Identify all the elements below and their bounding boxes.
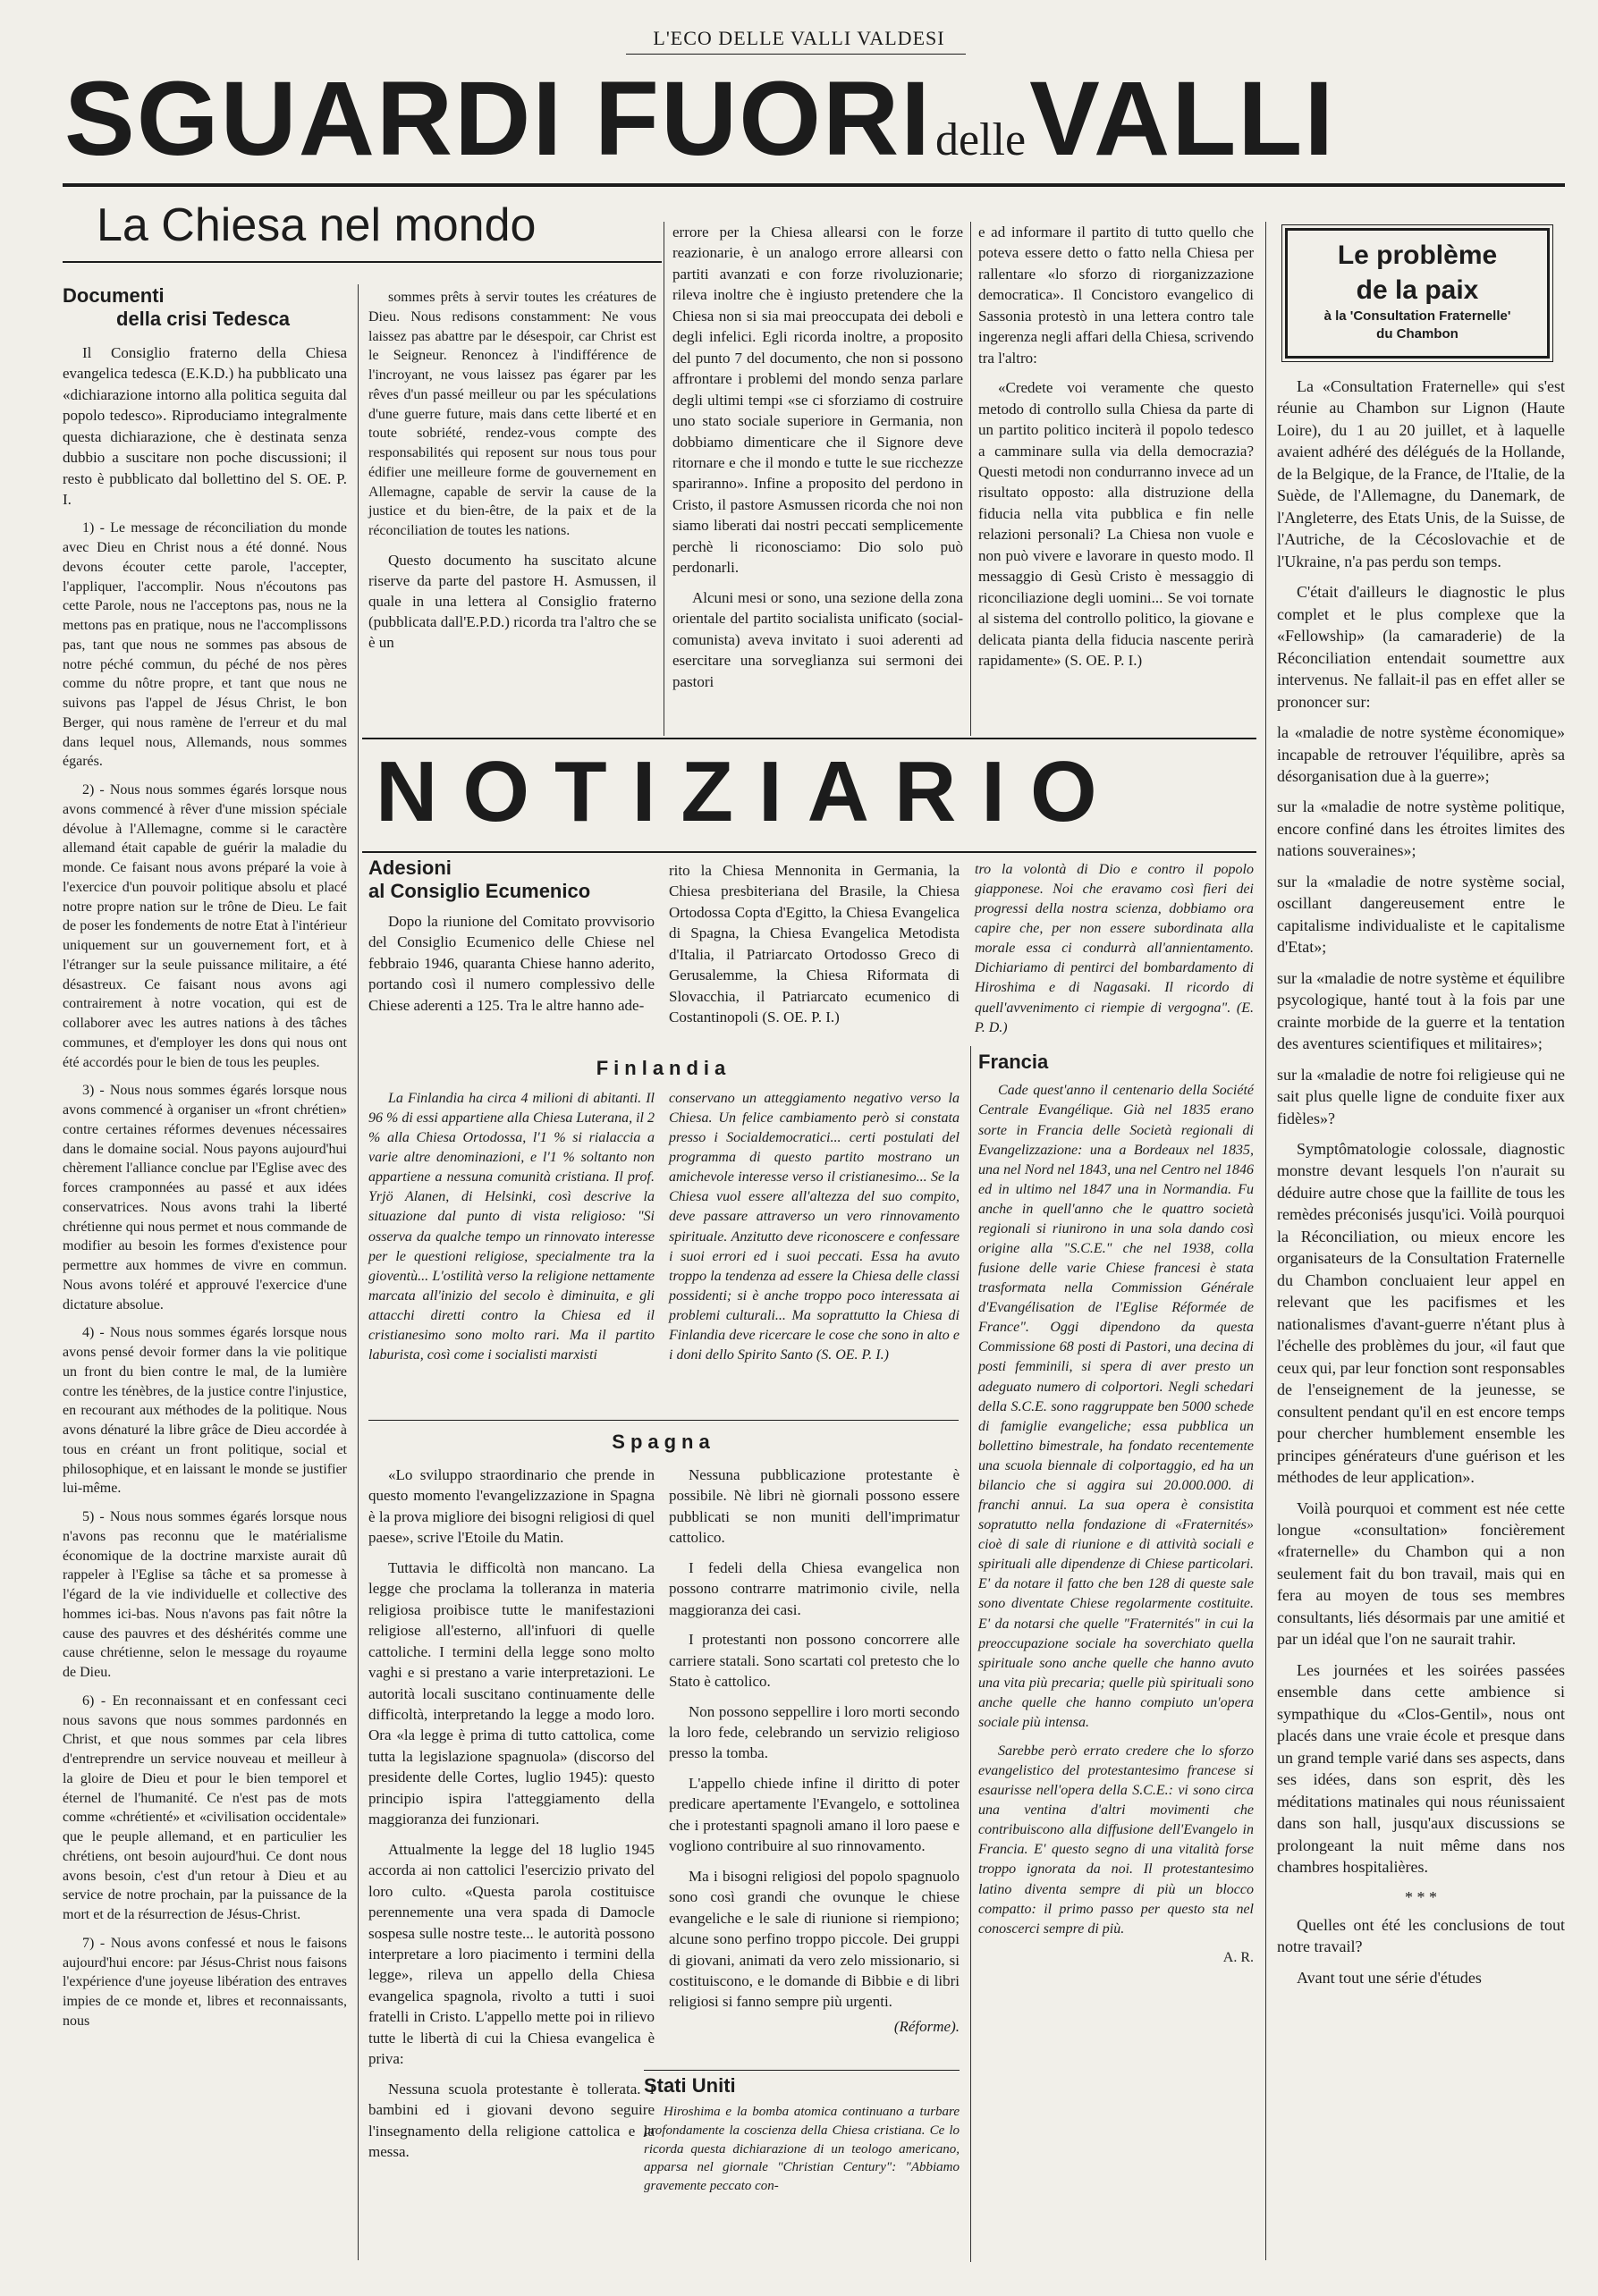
notiziario-top-rule xyxy=(362,738,1256,739)
headline-stati-uniti: Stati Uniti xyxy=(644,2074,736,2097)
paix-title-2: de la paix xyxy=(1356,275,1479,305)
headline-documenti: Documenti xyxy=(63,284,165,307)
spagna-paragraph-7: I protestanti non possono concorrere alle carriere statali. Sono scartati col pretesto che lo Stato è cattolico. xyxy=(669,1631,960,1691)
paix-paragraph-3: Symptômatologie colossale, diagnostic monstre devant lesquels l'on n'aurait su déduire autre chose que la faillite de tous les remèdes préconisés jusqu'ici. Voilà pourquoi la Réconciliation, ou mieux encore les organisateurs de la Consultation Fraternelle du Chambon concluaient leur appel en relevant que les pacifismes et les nationalismes d'avant-guerre n'étant plus à l'échelle des problèmes du jour, «il faut que ceux qui, par leur fonction sont responsables de l'enseignement de la jeunesse, se consultent pendant qu'il en est encore temps pour chercher humblement ensemble les principes générateurs d'une guérison et les méthodes de leur application». xyxy=(1277,1140,1565,1487)
stati-uniti-rule xyxy=(644,2070,960,2071)
asmussen-continuation: errore per la Chiesa allearsi con le forze reazionarie, è un analogo errore allearsi con partiti avanzati e con forze rivoluzionarie; rileva inoltre che è ingiusto pretendere che la Chiesa non si sia mai preoccupata dei deboli e degli infelici. Egli ricorda inoltre, a proposito del punto 7 del documento, che non si possono affrontare i problemi del mondo senza parlare degli ultimi tempi «se ci sforziamo di costruire uno stato sociale superiore in Germania, non dobbiamo dimenticare che il Signore deve ritornare e che il mondo e tutte le sue ricchezze spariranno». Infine a proposito del perdono in Cristo, il pastore Asmussen ricorda che noi non siamo liberati dai nostri peccati semplicemente perchè li riconosciamo: Dio solo può perdonarli. xyxy=(672,224,963,577)
spagna-paragraph-5: Nessuna pubblicazione protestante è possibile. Nè libri nè giornali possono essere pubblicati se non muniti dell'imprimatur cattolico. xyxy=(669,1466,960,1547)
paix-paragraph-2: C'était d'ailleurs le diagnostic le plus complet et le plus complexe que la «Fellowship» (la camaraderie) de la Réconciliation entendait soumettre aux intervenus. Ne fallait-il pas en effet aller se prononcer sur: xyxy=(1277,583,1565,711)
headline-finlandia: Finlandia xyxy=(596,1057,731,1079)
masthead-main: SGUARDI FUORI xyxy=(64,60,932,178)
spagna-paragraph-9: L'appello chiede infine il diritto di poter predicare apertamente l'Evangelo, e sottolinea che i protestanti spagnoli amano il loro paese e vogliono contribuire al suo rinnovamento. xyxy=(669,1774,960,1855)
francia-paragraph-2: Sarebbe però errato credere che lo sforzo evangelistico del protestantesimo francese si esaurisse nell'opera della S.C.E.: vi sono circa una ventina d'altri movimenti che contribuiscono alla diffusione dell'Evangelo in Francia. E' questo segno di una vitalità forse troppo ignorata da noi. Il protestantesimo latino diventa sempre di più un blocco compatto: il primo passo per questo sta nel conoscerci sempre di più. xyxy=(978,1743,1254,1937)
francia-article xyxy=(978,1051,1254,1968)
stati-uniti-article xyxy=(644,2074,960,2205)
spagna-paragraph-2: Tuttavia le difficoltà non mancano. La legge che proclama la tolleranza in materia religiosa proibisce tutte le manifestazioni religiose all'esterno, all'infuori di quelle cattoliche. I termini della legge sono molto vaghi e si prestano a varie interpretazioni. Le autorità locali suscitano continuamente delle difficoltà, interpretando la legge a modo loro. Ora «la legge è prima di tutto cattolica, come tutta la legislazione spagnuola» (discorso del presidente delle Cortes, luglio 1945): questo principio ispira l'atteggiamento della maggioranza dei funzionari. xyxy=(368,1558,655,1828)
stati-uniti-quote-end: tro la volontà di Dio e contro il popolo giapponese. Noi che eravamo così fieri dei progressi della nostra scienza, dobbiamo ora capire che, per non essere subordinata alla morale essa ci condurrà all'annientamento. Dichiariamo di pentirci del bombardamento di Hiroshima e di Nagasaki. Il ricordo di quell'avvenimento ci riempie di vergogna". (E. P. D.) xyxy=(975,862,1254,1035)
spagna-paragraph-1: «Lo sviluppo straordinario che prende in questo momento l'evangelizzazione in Spagna è la prova migliore dei bisogni religiosi di quel paese», scrive l'Etoile du Matin. xyxy=(368,1466,655,1547)
spagna-source: (Réforme). xyxy=(893,2017,960,2035)
declaration-point-3: 3) - Nous nous sommes égarés lorsque nous avons commencé à organiser un «front chrétien» contre certaines réformes devenues nécessaires dans le domaine social. Nous payons aujourd'hui chèrement l'alliance conclue par l'Eglise avec des forces cramponnées au passé et aux idées conservatrices. Nous avons trahi la liberté chrétienne qui nous permet et nous commande de modifier au besoin les formes d'existence pour permettre aux hommes de vivre en commun. Nous avons toléré et approuvé l'exercice d'une dictature absolue. xyxy=(63,1083,347,1313)
finlandia-paragraph-1: La Finlandia ha circa 4 milioni di abitanti. Il 96 % di essi appartiene alla Chiesa Luterana, il 2 % alla Chiesa Ortodossa, l'1 % si rialaccia a varie altre denominazioni, e l'1 % soltanto non appartiene a nessuna comunità cristiana. Il prof. Yrjö Alanen, di Helsinki, così descrive la situazione dal punto di vista religioso: "Si osserva da qualche tempo un rinnovato interesse per le questioni religiose, specialmente tra la gioventù... L'ostilità verso la religione nettamente marcata all'inizio del secolo è diminuita, e gli attacchi diretti contro la Chiesa ed il cristianesimo sono molto rari. Ma il partito laburista, così come i socialisti marxisti xyxy=(368,1091,655,1363)
declaration-continuation: sommes prêts à servir toutes les créatures de Dieu. Nous redisons constamment: Ne vous laissez pas abattre par le désespoir, car Christ est le Seigneur. Renoncez à l'indifférence de l'incroyant, ne vous laissez pas égarer par les rêves d'un passé meilleur ou par les spéculations d'une guerre future, mais dans cette liberté et en toute sobriété, rendez-vous compte des responsabilités qui reposent sur nous tous pour édifier une meilleure forme de gouvernement en Allemagne, capable de servir la cause de la justice et du bien-être, de la paix et de la réconciliation de toutes les nations. xyxy=(368,290,656,538)
paix-item-4: sur la «maladie de notre système et équilibre psycologique, hanté tout à la fois par une crainte morbide de la guerre et la tentation des aventures scientifiques et militaires»; xyxy=(1277,968,1565,1053)
paix-paragraph-7: Avant tout une série d'études xyxy=(1297,1968,1482,1987)
column-divider-francia xyxy=(970,1046,971,2262)
column-divider-3 xyxy=(970,222,971,736)
masthead-rule xyxy=(63,183,1565,187)
paix-subtitle-1: à la 'Consultation Fraternelle' xyxy=(1323,308,1511,324)
asmussen-paragraph: Questo documento ha suscitato alcune riserve da parte del pastore H. Asmussen, il quale in una lettera al Consiglio fraterno (pubblicata dall'E.P.D.) ricorda tra l'altro che se è un xyxy=(368,551,656,652)
masthead xyxy=(64,60,1549,178)
section-title-rule xyxy=(63,261,662,263)
notiziario-title: NOTIZIARIO xyxy=(376,744,1122,840)
column-3-top xyxy=(672,222,963,701)
column-4-top xyxy=(978,222,1254,680)
declaration-point-6: 6) - En reconnaissant et en confessant ceci nous savons que nous sommes pardonnés en Christ, et que nous sommes par cela libres d'entreprendre un service nouveau et meilleur à la gloire de Dieu et pour le bien temporel et éternel de l'humanité. Ce n'est pas de mots comme «chrétienté» et «civilisation occidentale» que le peuple allemand, et en particulier les chrétiens, ont besoin aujourd'hui. Ce dont nous avons besoin, c'est d'un retour à Dieu et au service de notre prochain, par la puissance de la mort et de la résurrection de Jésus-Christ. xyxy=(63,1692,347,1923)
section-title: La Chiesa nel mondo xyxy=(97,199,537,251)
headline-adesioni: Adesioni xyxy=(368,857,452,879)
declaration-point-4: 4) - Nous nous sommes égarés lorsque nous avons pensé devoir former dans la vie politique un front du bien contre le mal, de la lumière contre les ténèbres, de la justice contre l'injustice, en recourant aux méthodes de la politique. Nous avons dénaturé la libre grâce de Dieu accordée à tous en créant un front politique, social et philosophique, et en laissant le monde se justifier lui-même. xyxy=(63,1325,347,1497)
paix-paragraph-6: Quelles ont été les conclusions de tout notre travail? xyxy=(1277,1915,1565,1956)
paix-paragraph-1: La «Consultation Fraternelle» qui s'est réunie au Chambon sur Lignon (Haute Loire), du 1 au 20 juillet, et à laquelle avaient adhéré des délégués de la Hollande, de la Belgique, de la France, de l'Italie, de la Suède, de l'Allemagne, du Danemark, de l'Angleterre, des Etats Unis, de la Suisse, de l'Autriche, de la Cécoslovachie et de l'Ukraine, n'a pas perdu son temps. xyxy=(1277,377,1565,570)
paix-article xyxy=(1277,376,1565,1997)
paix-separator: * * * xyxy=(1405,1888,1437,1907)
spagna-paragraph-4: Nessuna scuola protestante è tollerata. I bambini ed i giovani devono seguire l'insegnamento della religione cattolica e la messa. xyxy=(368,2080,655,2161)
header-rule xyxy=(626,54,966,55)
paix-item-1: la «maladie de notre système économique» incapable de retrouver l'équilibre, après sa désorganisation due à la guerre»; xyxy=(1277,723,1565,785)
paix-subtitle-2: du Chambon xyxy=(1376,325,1458,342)
spagna-paragraph-10: Ma i bisogni religiosi del popolo spagnuolo sono così grandi che ovunque le chiese evangeliche e le sale di riunione si riempiono; alcune sono perfino troppo piccole. Dei gruppi di giovani, animati da vero zelo missionario, si costituiscono, e le domande di Bibbie e di libri religiosi si fanno sempre più urgenti. xyxy=(669,1867,960,2011)
paix-paragraph-5: Les journées et les soirées passées ensemble dans cette ambience si sympathique du «Clos-Gentil», nous ont placés dans une vraie école et presque dans un grand temple varié dans ses aspects, dans ses idées, dans son esprit, dès les méditations matinales qui nous réunissaient dans son hall, jusqu'aux discussions se prolongeant la nuit même dans nos chambres hospitalières. xyxy=(1277,1660,1565,1876)
headline-spagna: Spagna xyxy=(612,1431,715,1453)
paix-title-1: Le problème xyxy=(1337,241,1498,270)
spagna-column-1 xyxy=(368,1465,655,2172)
declaration-point-1: 1) - Le message de réconciliation du monde avec Dieu en Christ nous a été donné. Nous devons écouter cette parole, l'accepter, l'appliquer, l'accomplir. Nous n'écoutons pas cette Parole, nous ne l'acceptons pas, nous ne la mettons pas en pratique, nous ne l'accomplissons pas, tant que nous ne sommes pas absous de notre péché commun, du péché de nos pères comme du nôtre propre, et tant que nous ne suivons pas l'appel de Jésus Christ, le bon Berger, qui nous ramène de l'erreur et du mal dans lequel nous, Allemands, nous sommes égarés. xyxy=(63,520,347,770)
declaration-point-2: 2) - Nous nous sommes égarés lorsque nous avons commencé à rêver d'une mission spéciale dévolue à l'Allemagne, comme si le caractère allemand était capable de guérir la maladie du monde. Ce faisant nous avons préparé la voie à l'exercice d'un pouvoir politique absolu et placé notre propre nation sur le trône de Dieu. Le fait de poser les fondements de notre Etat à l'intérieur uniquement sur un gouvernement fort, et à l'étranger sur la seule puissance militaire, a été désastreux. Ce faisant nous avons agi contrairement à notre vocation, qui est de collaborer avec les autres nations à des tâches communes, et d'employer les dons qui nous ont été accordés pour le bien de tous les peuples. xyxy=(63,782,347,1070)
adesioni-list: rito la Chiesa Mennonita in Germania, la Chiesa presbiteriana del Brasile, la Chiesa Ortodossa Copta d'Egitto, la Chiesa Evangelica di Spagna, la Chiesa Evangelica Metodista d'Italia, il Patriarcato Ortodosso Greco di Gerusalemme, la Chiesa Riformata di Slovacchia, il Patriarcato ecumenico di Costantinopoli (S. OE. P. I.) xyxy=(669,862,960,1026)
headline-consiglio: al Consiglio Ecumenico xyxy=(368,880,591,903)
column-divider-paix xyxy=(1265,222,1266,2260)
adesioni-article xyxy=(368,857,655,1025)
stati-uniti-paragraph: Hiroshima e la bomba atomica continuano a turbare profondamente la coscienza della Chiesa cristiana. Ce lo ricorda questa dichiarazione di un teologo americano, apparsa nel giornale "Christian Century": "Abbiamo gravemente peccato con- xyxy=(644,2105,960,2194)
declaration-point-5: 5) - Nous nous sommes égarés lorsque nous n'avons pas reconnu que le matérialisme économique de la doctrine marxiste aurait dû rappeler à l'Eglise sa tâche et sa promesse à l'égard de la vie individuelle et collective des hommes ici-bas. Nous n'avons pas fait nôtre la cause des pauvres et des déshérités comme une cause chrétienne, selon le message du royaume de Dieu. xyxy=(63,1509,347,1681)
column-documenti xyxy=(63,284,347,2040)
paix-item-2: sur la «maladie de notre système politique, encore confiné dans les étroites limites des nations souveraines»; xyxy=(1277,798,1565,860)
francia-signature: A. R. xyxy=(1222,1949,1254,1965)
paix-title-box xyxy=(1285,228,1550,359)
finlandia-column-1 xyxy=(368,1089,655,1374)
masthead-end: VALLI xyxy=(1029,60,1336,178)
spagna-paragraph-3: Attualmente la legge del 18 luglio 1945 accorda ai non cattolici l'esercizio privato del loro culto. «Questa parola costituisce perennemente una vera spada di Damocle sospesa sulle nostre teste... le autorità possono interpretare a loro piacimento i termini della legge», rileva un appello della Chiesa evangelica spagnola, rivolto a tutti i suoi fratelli in Cristo. L'appello mette poi in rilievo tutte le libertà di cui la Chiesa evangelica è priva: xyxy=(368,1840,655,2068)
francia-paragraph-1: Cade quest'anno il centenario della Société Centrale Evangélique. Già nel 1835 erano sorte in Francia delle Società regionali di Evangelizzazione: una a Bordeaux nel 1835, una nel Nord nel 1843, una nel Centro nel 1846 ed in ultimo nel 1847 una in Normandia. Fu anche in quell'anno che le quattro società regionali si riunirono in una sola dando così origine alla "S.C.E." che nel 1938, colla fusione delle varie Chiese francesi è stata trasformata nella Commission Générale d'Evangélisation de l'Eglise Réformée de France". Oggi dipendono da questa Commissione 68 posti di Pastori, una decina di posti femminili, si spera di aver presto un adeguato numero di colportori. Negli schedari della S.C.E. sono raggruppate ben 5000 schede di famiglie evangeliche; essa pubblica un bollettino bimestrale, ha fondato recentemente una scuola biennale di colportaggio, ed ha un bilancio che si aggira sui 20.000.000. di franchi annui. La sua opera è consistita sopratutto nella fondazione di «Fraternités» cioè di sale di riunione e di attività sociali e spirituali alle dipendenze di Chiese particolari. E' da notare il fatto che ben 128 di queste sale sono diventate Chiese regolarmente costituite. E' da notarsi che quelle "Fraternités" in cui la preoccupazione sociale ha soverchiato quella spirituale sono anche quelle che hanno avuto una vita più precaria; quelle più spirituali sono anche quelle che hanno compiuto un'opera sociale più intensa. xyxy=(978,1083,1254,1730)
concistoro-quote: «Credete voi veramente che questo metodo di controllo sulla Chiesa da parte di un partito politico inciterà il popolo tedesco a camminare sulla via della democrazia? Questi metodi non condurranno invece ad un risultato opposto: alla distruzione della fiducia nella vita pubblica e fin nelle relazioni personali? La Chiesa non vuole e non può vivere e lavorare in questo modo. Il messaggio di Gesù Cristo è messaggio di riconciliazione degli uomini... Se voi tornate al sistema del controllo politico, la giovane e delicata pianta della fiducia nascente perirà rapidamente» (S. OE. P. I.) xyxy=(978,379,1254,670)
column-2-top xyxy=(368,288,656,662)
headline-francia: Francia xyxy=(978,1051,1049,1073)
spagna-paragraph-8: Non possono seppellire i loro morti secondo la loro fede, celebrando un servizio religioso presso la tomba. xyxy=(669,1702,960,1762)
finlandia-rule xyxy=(368,1420,959,1421)
adesioni-continuation xyxy=(669,860,960,1037)
column-divider-1 xyxy=(358,284,359,2260)
declaration-point-7: 7) - Nous avons confessé et nous le faisons aujourd'hui encore: par Jésus-Christ nous faisons l'expérience d'une joyeuse libération des entraves impies de ce monde et, libres et reconnaissants, nous xyxy=(63,1935,347,2029)
paix-paragraph-4: Voilà pourquoi et comment est née cette longue «consultation» foncièrement «fraternelle» du Chambon qui a non seulement fait du bon travail, mais qui en fera au moyen de tous ses membres consultants, liés désormais par une amitié et par un idéal que l'on ne saurait trahir. xyxy=(1277,1498,1565,1649)
sed-paragraph: Alcuni mesi or sono, una sezione della zona orientale del partito socialista unificato (social-comunista) aveva invitato i suoi aderenti ad esercitare una sorveglianza sui sermoni dei pastori xyxy=(672,588,963,690)
paix-item-3: sur la «maladie de notre système social, oscillant dangereusement entre le capitalisme individualiste et le capitalisme d'Etat»; xyxy=(1277,872,1565,957)
spagna-paragraph-6: I fedeli della Chiesa evangelica non possono contrarre matrimonio civile, nella maggioranza dei casi. xyxy=(669,1558,960,1618)
headline-crisi: della crisi Tedesca xyxy=(116,308,291,331)
paper-name: L'ECO DELLE VALLI VALDESI xyxy=(653,27,945,49)
finlandia-paragraph-2: conservano un atteggiamento negativo verso la Chiesa. Un felice cambiamento però si constata presso i Socialdemocratici... certi postulati del programma di questo partito mostrano un amichevole interesse verso il cristianesimo... Se la Chiesa vuol essere all'altezza del suo compito, deve passare attraverso un vero rinnovamento spirituale. Anzitutto deve riconoscere e confessare i suoi errori ed i suoi peccati. Essa ha avuto troppo la tendenza ad essere la Chiesa delle classi possidenti; si è anche troppo poco interessata ai problemi culturali... Ma soprattutto la Chiesa di Finlandia deve ricercare le cose che sono in alto e i doni dello Spirito Santo (S. OE. P. I.) xyxy=(669,1091,960,1363)
finlandia-column-2 xyxy=(669,1089,960,1374)
masthead-delle: delle xyxy=(935,114,1027,165)
spagna-column-2 xyxy=(669,1465,960,2037)
intro-paragraph: Il Consiglio fraterno della Chiesa evangelica tedesca (E.K.D.) ha pubblicato una «dichiarazione intorno alla politica seguita dal popolo tedesco». Riproduciamo integralmente questa dichiarazione, che è destinata senza dubbio a suscitare non poche discussioni; il resto è pubblicato dal bollettino del S. OE. P. I. xyxy=(63,343,347,508)
adesioni-paragraph: Dopo la riunione del Comitato provvisorio del Consiglio Ecumenico delle Chiese nel febbraio 1946, quaranta Chiese hanno aderito, portando così il numero complessivo delle Chiese aderenti a 125. Tra le altre hanno ade- xyxy=(368,912,655,1014)
notiziario-bottom-rule xyxy=(362,851,1256,853)
paix-item-5: sur la «maladie de notre foi religieuse qui ne sait plus quelle ligne de conduite fixer aux fidèles»? xyxy=(1277,1065,1565,1127)
concistoro-paragraph: e ad informare il partito di tutto quello che poteva essere detto o fatto nella Chiesa per rallentare «lo sforzo di riorganizzazione democratica». Il Concistoro evangelico di Sassonia protestò in una lettera contro tale ingerenza negli affari della Chiesa, scrivendo tra l'altro: xyxy=(978,224,1254,367)
stati-uniti-continuation xyxy=(975,860,1254,1047)
